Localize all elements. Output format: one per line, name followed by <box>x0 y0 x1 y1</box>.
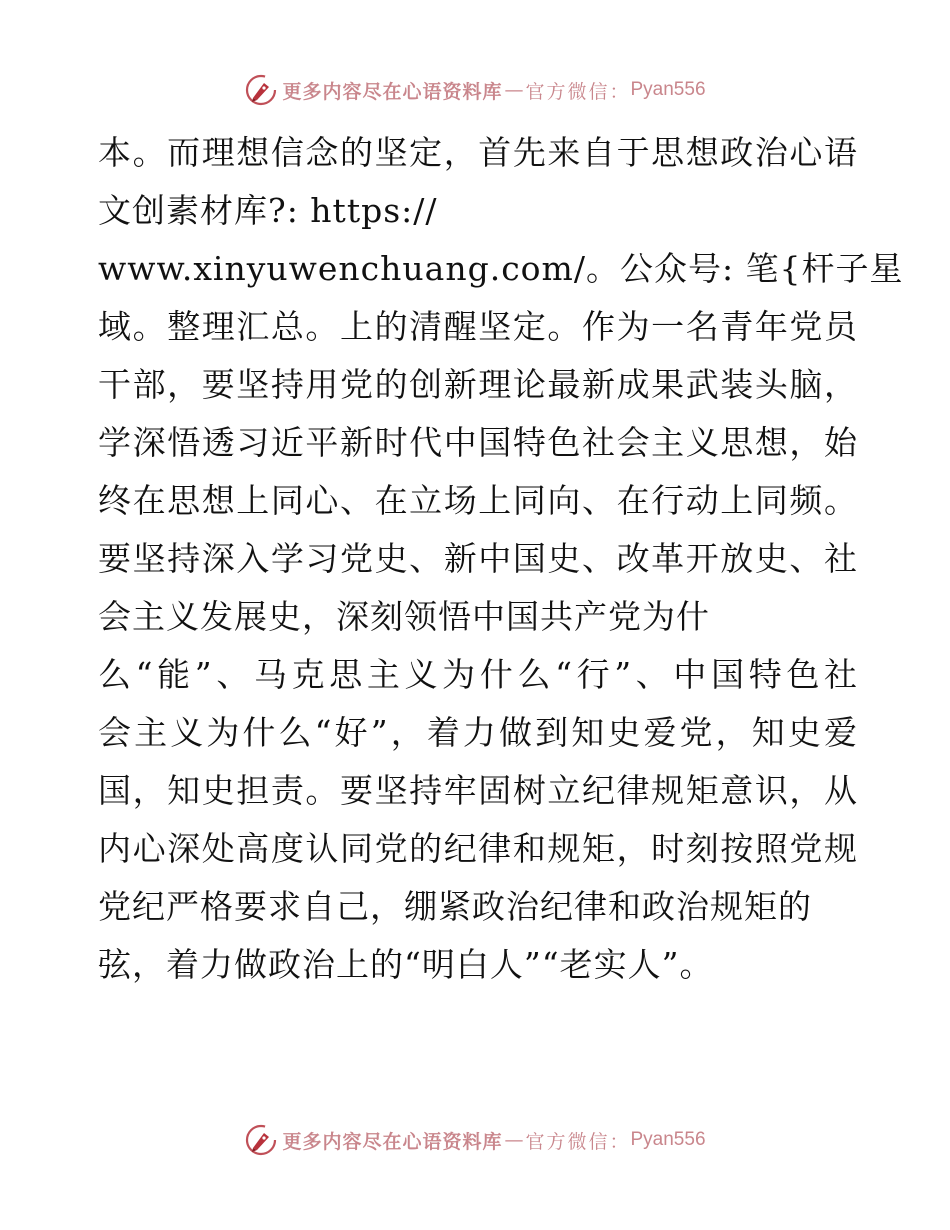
banner-wechat-id: Pyan556 <box>630 1129 706 1150</box>
body-line: 么“能”、马克思主义为什么“行”、中国特色社 <box>98 655 858 694</box>
body-line: 弦，着力做政治上的“明白人”“老实人”。 <box>98 945 714 984</box>
body-line: 本。而理想信念的坚定，首先来自于思想政治心语 <box>98 133 858 172</box>
body-line: 党纪严格要求自己，绷紧政治纪律和政治规矩的 <box>98 887 812 926</box>
body-line: 学深悟透习近平新时代中国特色社会主义思想，始 <box>98 423 858 462</box>
banner-wechat-label: 官方微信： <box>525 80 631 103</box>
banner-separator: — <box>504 79 524 101</box>
banner-wechat-id: Pyan556 <box>630 79 706 100</box>
banner-site-text: 更多内容尽在心语资料库 <box>282 80 503 103</box>
body-line: 终在思想上同心、在立场上同向、在行动上同频。 <box>98 481 858 520</box>
banner-separator: — <box>504 1129 524 1151</box>
body-line: 会主义发展史，深刻领悟中国共产党为什 <box>98 597 710 636</box>
body-line: 要坚持深入学习党史、新中国史、改革开放史、社 <box>98 539 858 578</box>
header-watermark-banner <box>0 70 950 110</box>
banner-wechat-label: 官方微信： <box>525 1130 631 1153</box>
body-line: 内心深处高度认同党的纪律和规矩，时刻按照党规 <box>98 829 858 868</box>
document-body <box>98 124 904 994</box>
banner-site-text: 更多内容尽在心语资料库 <box>282 1130 503 1153</box>
body-line: 国，知史担责。要坚持牢固树立纪律规矩意识，从 <box>98 771 858 810</box>
body-line: 干部，要坚持用党的创新理论最新成果武装头脑， <box>98 365 858 404</box>
pen-nib-logo-icon <box>244 1123 278 1157</box>
body-line: 文创素材库?: https:// <box>98 191 438 230</box>
body-line: 域。整理汇总。上的清醒坚定。作为一名青年党员 <box>98 307 858 346</box>
body-line: www.xinyuwenchuang.com/。公众号: 笔{杆子星 <box>98 249 904 288</box>
body-line: 会主义为什么“好”，着力做到知史爱党，知史爱 <box>98 713 858 752</box>
footer-watermark-banner <box>0 1120 950 1160</box>
pen-nib-logo-icon <box>244 73 278 107</box>
